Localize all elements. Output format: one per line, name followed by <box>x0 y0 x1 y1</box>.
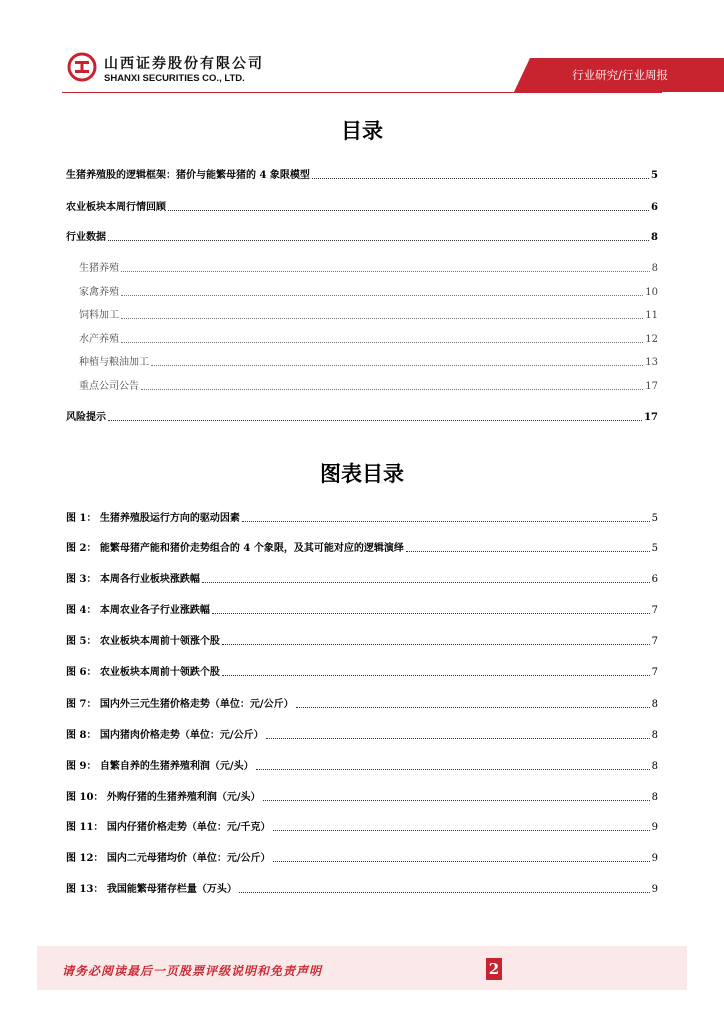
figure-item[interactable]: 图 10： 外购仔猪的生猪养殖利润（元/头） 8 <box>66 792 658 803</box>
toc-subitem[interactable]: 重点公司公告 17 <box>79 381 658 392</box>
figure-item[interactable]: 图 6： 农业板块本周前十领跌个股 7 <box>66 667 658 678</box>
company-name-cn: 山西证券股份有限公司 <box>104 56 264 72</box>
figure-item[interactable]: 图 8： 国内猪肉价格走势（单位：元/公斤） 8 <box>66 730 658 741</box>
toc-item[interactable]: 农业板块本周行情回顾 6 <box>66 202 658 213</box>
figure-item[interactable]: 图 4： 本周农业各子行业涨跌幅 7 <box>66 605 658 616</box>
figure-item[interactable]: 图 12： 国内二元母猪均价（单位：元/公斤） 9 <box>66 853 658 864</box>
figure-item[interactable]: 图 13： 我国能繁母猪存栏量（万头） 9 <box>66 884 658 895</box>
toc-subitem[interactable]: 生猪养殖 8 <box>79 263 658 274</box>
toc-subitem[interactable]: 饲料加工 11 <box>79 310 658 321</box>
company-logo-icon <box>67 52 97 82</box>
figure-item[interactable]: 图 1： 生猪养殖股运行方向的驱动因素 5 <box>66 513 658 524</box>
report-category: 行业研究/行业周报 <box>572 68 668 82</box>
toc-title: 目录 <box>341 119 383 143</box>
figure-item[interactable]: 图 5： 农业板块本周前十领涨个股 7 <box>66 636 658 647</box>
figure-item[interactable]: 图 2： 能繁母猪产能和猪价走势组合的 4 个象限，及其可能对应的逻辑演绎 5 <box>66 543 658 554</box>
figure-item[interactable]: 图 3： 本周各行业板块涨跌幅 6 <box>66 574 658 585</box>
header-band <box>0 0 724 100</box>
company-name-en: SHANXI SECURITIES CO., LTD. <box>104 73 245 84</box>
figures-title: 图表目录 <box>320 462 404 486</box>
toc-item[interactable]: 行业数据 8 <box>66 232 658 243</box>
header-divider <box>62 92 662 93</box>
toc-item[interactable]: 生猪养殖股的逻辑框架：猪价与能繁母猪的 4 象限模型 5 <box>66 170 658 181</box>
toc-subitem[interactable]: 种植与粮油加工 13 <box>79 357 658 368</box>
page-number: 2 <box>486 958 502 980</box>
disclaimer-text: 请务必阅读最后一页股票评级说明和免责声明 <box>62 964 323 978</box>
figure-item[interactable]: 图 9： 自繁自养的生猪养殖利润（元/头） 8 <box>66 761 658 772</box>
figure-item[interactable]: 图 7： 国内外三元生猪价格走势（单位：元/公斤） 8 <box>66 699 658 710</box>
figure-item[interactable]: 图 11： 国内仔猪价格走势（单位：元/千克） 9 <box>66 822 658 833</box>
toc-subitem[interactable]: 家禽养殖 10 <box>79 287 658 298</box>
toc-item[interactable]: 风险提示 17 <box>66 412 658 423</box>
toc-subitem[interactable]: 水产养殖 12 <box>79 334 658 345</box>
